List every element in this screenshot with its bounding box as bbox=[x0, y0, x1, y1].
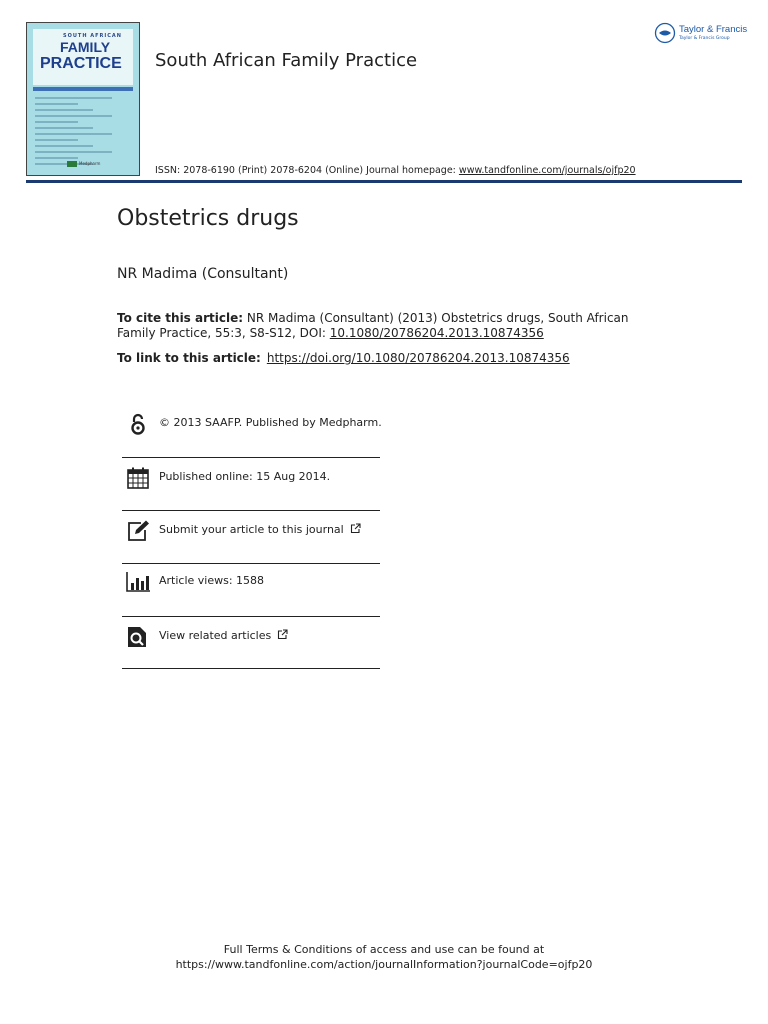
submit-text: Submit your article to this journal bbox=[159, 523, 344, 536]
cover-masthead-top: SOUTH AFRICAN bbox=[63, 33, 122, 39]
submit-article-link[interactable] bbox=[159, 523, 361, 536]
journal-title[interactable]: South African Family Practice bbox=[155, 50, 418, 71]
link-label: To link to this article: bbox=[117, 351, 261, 365]
citation-block bbox=[117, 311, 637, 341]
cover-bar bbox=[33, 87, 133, 91]
article-title: Obstetrics drugs bbox=[117, 206, 299, 231]
submit-row[interactable] bbox=[122, 505, 380, 557]
header-divider bbox=[26, 180, 742, 183]
cover-flag bbox=[67, 161, 77, 167]
publisher-logo-group: Taylor & Francis Group bbox=[679, 36, 730, 41]
related-text: View related articles bbox=[159, 629, 272, 642]
cover-masthead-practice: PRACTICE bbox=[40, 55, 122, 72]
issn-line bbox=[155, 165, 636, 176]
cite-text: NR Madima (Consultant) (2013) Obstetrics drugs, South African Family Practice, 55:3, S8-S12, DOI: bbox=[117, 311, 629, 340]
journal-cover-image bbox=[26, 22, 140, 176]
published-text: Published online: 15 Aug 2014. bbox=[159, 470, 331, 483]
cover-masthead bbox=[33, 29, 133, 85]
journal-homepage-link[interactable]: www.tandfonline.com/journals/ojfp20 bbox=[458, 165, 636, 176]
external-link-icon bbox=[350, 523, 361, 534]
external-link-icon bbox=[277, 629, 288, 640]
publisher-logo-name: Taylor & Francis bbox=[679, 24, 748, 35]
article-author: NR Madima (Consultant) bbox=[117, 266, 289, 282]
issn-text: ISSN: 2078-6190 (Print) 2078-6204 (Online) Journal homepage: bbox=[155, 165, 459, 176]
related-search-icon bbox=[126, 625, 150, 649]
bar-chart-icon bbox=[126, 570, 150, 594]
views-text: Article views: 1588 bbox=[159, 574, 265, 587]
footer-terms bbox=[0, 942, 768, 972]
license-text: © 2013 SAAFP. Published by Medpharm. bbox=[159, 416, 382, 429]
published-row bbox=[122, 452, 380, 504]
publisher-logo-icon bbox=[654, 22, 676, 44]
footer-terms-link[interactable]: https://www.tandfonline.com/action/journalInformation?journalCode=ojfp20 bbox=[175, 958, 593, 971]
cite-doi-link[interactable]: 10.1080/20786204.2013.10874356 bbox=[329, 326, 544, 340]
related-articles-link[interactable] bbox=[159, 629, 288, 642]
cover-publisher-mark: Medpharm bbox=[79, 161, 101, 166]
edit-icon bbox=[126, 519, 150, 543]
article-doi-link[interactable]: https://doi.org/10.1080/20786204.2013.10874356 bbox=[266, 351, 570, 365]
footer-line-1: Full Terms & Conditions of access and use can be found at bbox=[223, 943, 545, 956]
open-access-icon bbox=[126, 412, 150, 436]
related-row[interactable] bbox=[122, 611, 380, 663]
license-row bbox=[122, 398, 380, 450]
cite-label: To cite this article: bbox=[117, 311, 244, 325]
cover-contents bbox=[35, 97, 131, 169]
calendar-icon bbox=[126, 466, 150, 490]
views-row bbox=[122, 556, 380, 608]
cover-masthead-family: FAMILY bbox=[60, 39, 111, 55]
article-link-row bbox=[117, 351, 570, 365]
info-divider bbox=[122, 668, 380, 669]
